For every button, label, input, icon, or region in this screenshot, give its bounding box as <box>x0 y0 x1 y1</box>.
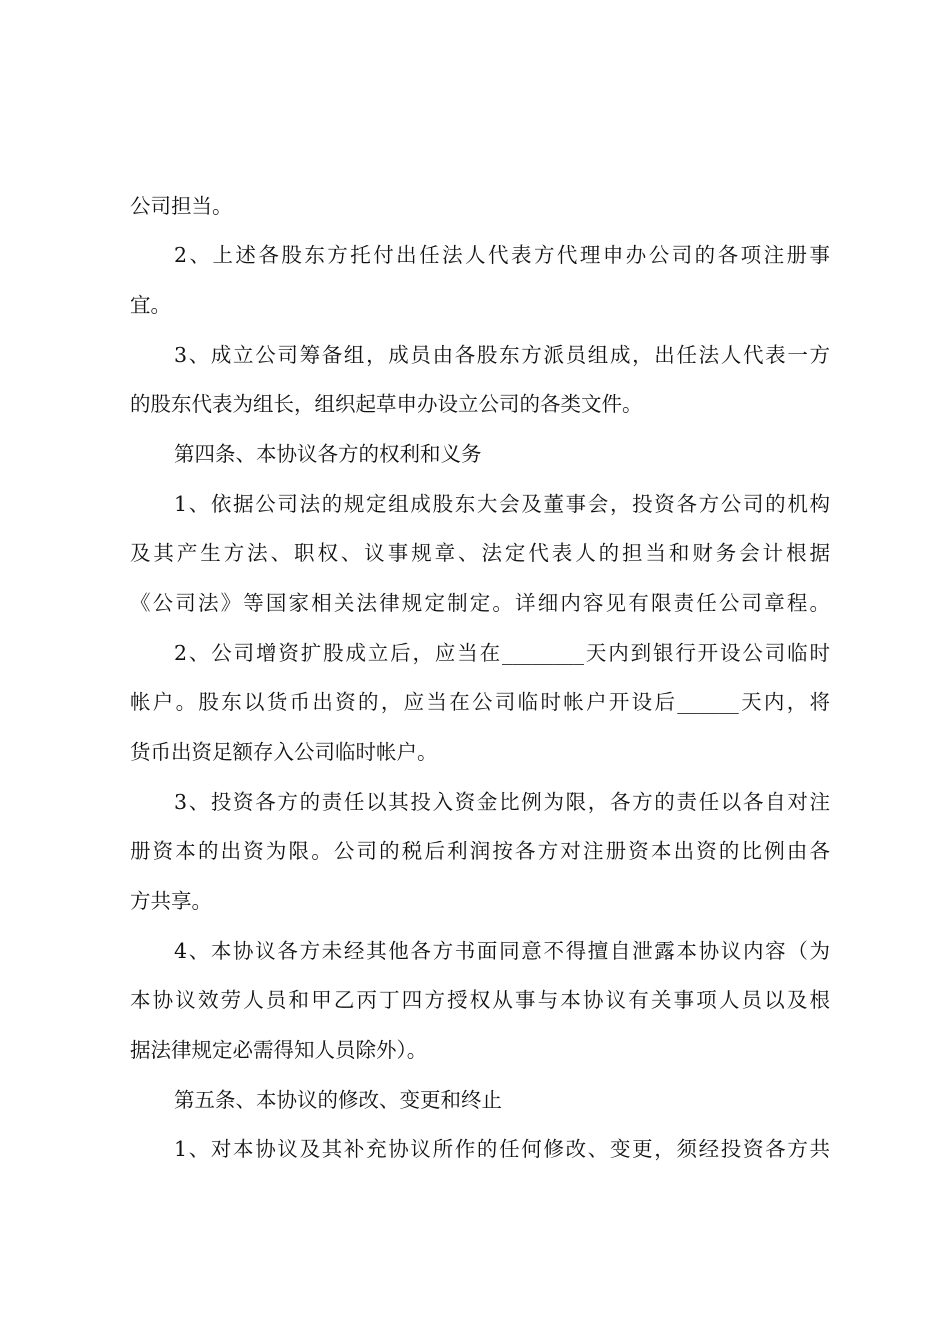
text-line: 及其产生方法、职权、议事规章、法定代表人的担当和财务会计根据 <box>130 541 830 565</box>
text-line: 帐户。股东以货币出资的，应当在公司临时帐户开设后______天内，将 <box>130 690 830 714</box>
text-line: 3、投资各方的责任以其投入资金比例为限，各方的责任以各自对注 <box>174 790 830 814</box>
text-line: 本协议效劳人员和甲乙丙丁四方授权从事与本协议有关事项人员以及根 <box>130 988 830 1012</box>
text-line: 3、成立公司筹备组，成员由各股东方派员组成，出任法人代表一方 <box>174 343 830 367</box>
section-heading: 第四条、本协议各方的权利和义务 <box>174 442 482 466</box>
text-line: 1、对本协议及其补充协议所作的任何修改、变更，须经投资各方共 <box>174 1137 830 1161</box>
text-line: 公司担当。 <box>130 194 233 218</box>
text-line: 的股东代表为组长，组织起草申办设立公司的各类文件。 <box>130 392 643 416</box>
text-line: 2、公司增资扩股成立后，应当在________天内到银行开设公司临时 <box>174 641 830 665</box>
text-line: 2、上述各股东方托付出任法人代表方代理申办公司的各项注册事 <box>174 243 830 267</box>
text-line: 据法律规定必需得知人员除外）。 <box>130 1038 428 1062</box>
text-line: 方共享。 <box>130 889 212 913</box>
text-line: 册资本的出资为限。公司的税后利润按各方对注册资本出资的比例由各 <box>130 839 830 863</box>
text-line: 1、依据公司法的规定组成股东大会及董事会，投资各方公司的机构 <box>174 492 830 516</box>
text-line: 货币出资足额存入公司临时帐户。 <box>130 740 438 764</box>
text-line: 4、本协议各方未经其他各方书面同意不得擅自泄露本协议内容（为 <box>174 939 830 963</box>
text-line: 《公司法》等国家相关法律规定制定。详细内容见有限责任公司章程。 <box>130 591 830 615</box>
section-heading: 第五条、本协议的修改、变更和终止 <box>174 1088 502 1112</box>
text-line: 宜。 <box>130 293 171 317</box>
